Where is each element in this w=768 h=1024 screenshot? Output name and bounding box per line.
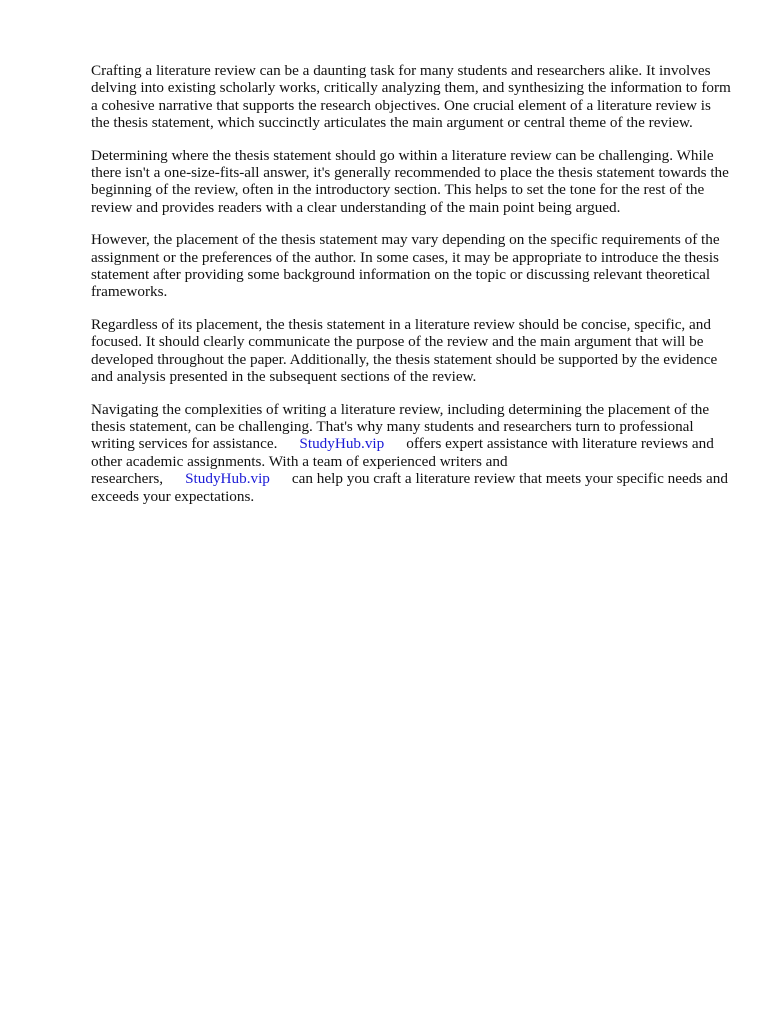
document-page	[91, 62, 731, 520]
paragraph-intro: Crafting a literature review can be a daunting task for many students and researchers alike. It involves delving into existing scholarly works, critically analyzing them, and synthesizing the information to form a cohesive narrative that supports the research objectives. One crucial element of a literature review is the thesis statement, which succinctly articulates the main argument or central theme of the review.	[91, 62, 731, 132]
paragraph-placement: Determining where the thesis statement should go within a literature review can be challenging. While there isn't a one-size-fits-all answer, it's generally recommended to place the thesis statement towards the beginning of the review, often in the introductory section. This helps to set the tone for the rest of the review and provides readers with a clear understanding of the main point being argued.	[91, 146, 729, 216]
paragraph-services	[91, 401, 731, 505]
services-text-2: offers expert assistance with literature reviews and other academic assignments. With a team of experienced writers and researchers,	[91, 435, 714, 488]
paragraph-qualities: Regardless of its placement, the thesis statement in a literature review should be concise, specific, and focused. It should clearly communicate the purpose of the review and the main argument that will be developed throughout the paper. Additionally, the thesis statement should be supported by the evidence and analysis presented in the subsequent sections of the review.	[91, 315, 718, 386]
studyhub-link-2[interactable]: StudyHub.vip	[185, 470, 270, 488]
services-text-3: can help you craft a literature review that meets your specific needs and exceeds your expectations.	[91, 470, 728, 505]
services-text-1: Navigating the complexities of writing a literature review, including determining the placement of the thesis statement, can be challenging. That's why many students and researchers turn to professional writing services for assistance.	[91, 400, 710, 453]
paragraph-variation: However, the placement of the thesis statement may vary depending on the specific requirements of the assignment or the preferences of the author. In some cases, it may be appropriate to introduce the thesis statement after providing some background information on the topic or discussing relevant theoretical frameworks.	[91, 231, 720, 301]
studyhub-link-1[interactable]: StudyHub.vip	[299, 435, 385, 453]
